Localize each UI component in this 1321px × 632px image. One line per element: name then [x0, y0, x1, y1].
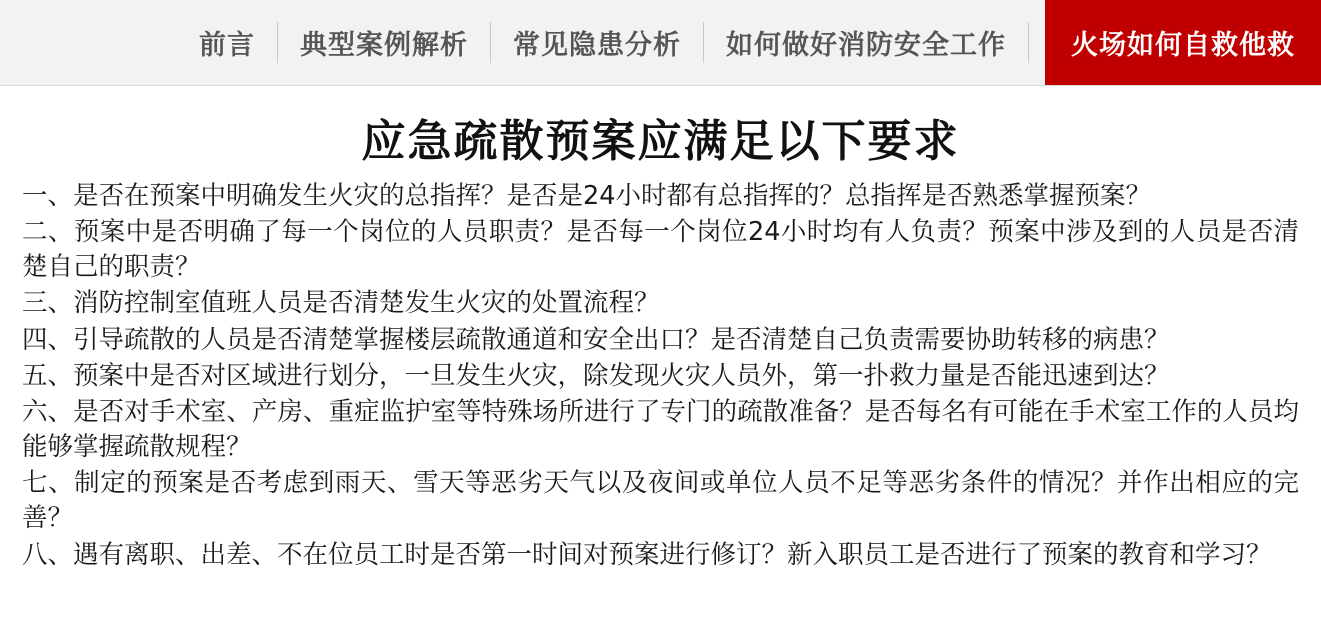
page-title: 应急疏散预案应满足以下要求: [361, 116, 960, 167]
list-item: 四、引导疏散的人员是否清楚掌握楼层疏散通道和安全出口？是否清楚自己负责需要协助转移的病患？: [22, 324, 1170, 355]
list-item: 六、是否对手术室、产房、重症监护室等特殊场所进行了专门的疏散准备？是否每名有可能在手术室工作的人员均能够掌握疏散规程？: [22, 396, 1299, 463]
nav-item-fire-safety-work[interactable]: [704, 0, 1028, 85]
nav-item-preface[interactable]: [177, 0, 277, 85]
list-item: 一、是否在预案中明确发生火灾的总指挥？是否是24小时都有总指挥的？总指挥是否熟悉掌握预案？: [22, 180, 1151, 211]
nav-separator: [1028, 22, 1029, 63]
list-item: 七、制定的预案是否考虑到雨天、雪天等恶劣天气以及夜间或单位人员不足等恶劣条件的情况？并作出相应的完善？: [22, 468, 1299, 534]
list-item: 八、遇有离职、出差、不在位员工时是否第一时间对预案进行修订？新入职员工是否进行了预案的教育和学习？: [22, 539, 1272, 570]
nav-item-label: 常见隐患分析: [513, 30, 681, 61]
nav-item-label: 典型案例解析: [300, 30, 468, 61]
nav-item-label: 前言: [199, 30, 255, 61]
list-item: 三、消防控制室值班人员是否清楚发生火灾的处置流程？: [22, 288, 660, 319]
nav-item-label: 如何做好消防安全工作: [726, 30, 1006, 61]
list-item: 五、预案中是否对区域进行划分，一旦发生火灾，除发现火灾人员外，第一扑救力量是否能迅速到达？: [22, 360, 1170, 391]
document-content: [0, 86, 1321, 573]
nav-item-case-analysis[interactable]: [278, 0, 490, 85]
nav-item-self-rescue[interactable]: [1045, 0, 1321, 85]
nav-left-spacer: [9, 0, 177, 85]
nav-item-label: 火场如何自救他救: [1071, 30, 1295, 61]
top-navigation-bar: [0, 0, 1321, 86]
requirement-list: [22, 179, 1299, 573]
nav-item-hazard-analysis[interactable]: [491, 0, 703, 85]
list-item: 二、预案中是否明确了每一个岗位的人员职责？是否每一个岗位24小时均有人负责？预案中涉及到的人员是否清楚自己的职责？: [22, 216, 1299, 283]
